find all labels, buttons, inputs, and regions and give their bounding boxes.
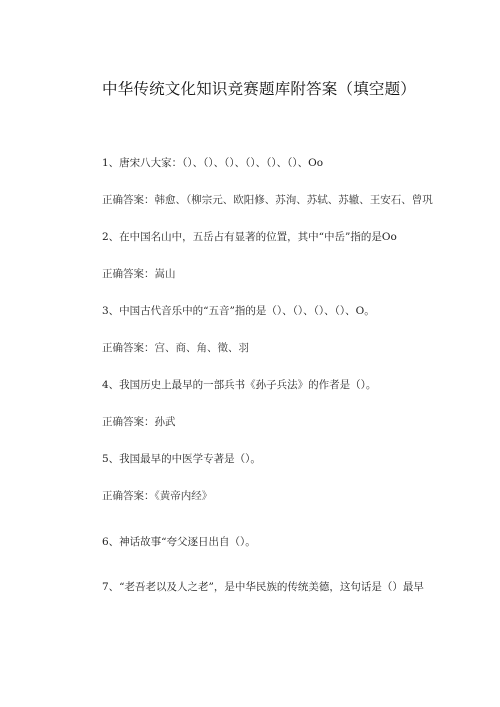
answer-3: 正确答案：宫、商、角、徵、羽 [102, 342, 249, 354]
question-4: 4、我国历史上最早的一部兵书《孙子兵法》的作者是（）。 [102, 379, 377, 391]
question-3: 3、中国古代音乐中的“五音”指的是（）、（）、（）、（）、O。 [102, 305, 375, 317]
answer-1: 正确答案：韩愈、（柳宗元、欧阳修、苏洵、苏轼、苏辙、王安石、曾巩 [102, 194, 433, 206]
question-1: 1、唐宋八大家：（）、（）、（）、（）、（）、（）、Oo [102, 157, 324, 169]
question-2: 2、在中国名山中，五岳占有显著的位置，其中“中岳”指的是Oo [102, 231, 397, 243]
question-7: 7、“老吾老以及人之老”，是中华民族的传统美德，这句话是（）最早 [102, 581, 424, 593]
question-5: 5、我国最早的中医学专著是（）。 [102, 453, 261, 465]
answer-4: 正确答案：孙武 [102, 416, 176, 428]
answer-5: 正确答案：《黄帝内经》 [102, 490, 213, 502]
page-title: 中华传统文化知识竞赛题库附答案（填空题） [102, 80, 417, 98]
answer-2: 正确答案：嵩山 [102, 268, 176, 280]
question-6: 6、神话故事“夸父逐日出自（）。 [102, 536, 256, 548]
